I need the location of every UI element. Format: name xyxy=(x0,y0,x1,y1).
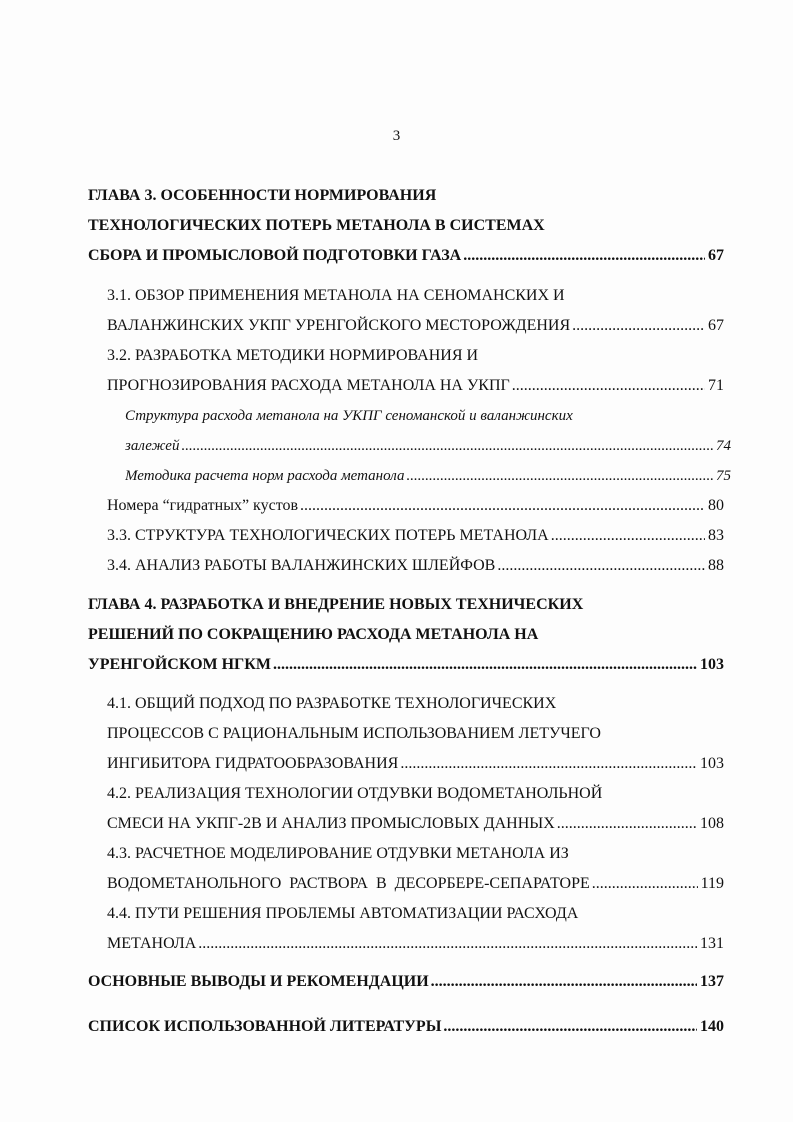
toc-chapter-4-entry[interactable]: УРЕНГОЙСКОМ НГКМ ..... 103 xyxy=(88,653,724,677)
dot-leader xyxy=(181,434,713,458)
dot-leader xyxy=(400,752,697,776)
dot-leader xyxy=(300,494,705,518)
toc-chapter-4-line-2: РЕШЕНИЙ ПО СОКРАЩЕНИЮ РАСХОДА МЕТАНОЛА НА xyxy=(88,626,539,643)
toc-subsection-structure-entry[interactable]: залежей ..... 74 xyxy=(125,434,731,458)
toc-page-number: 103 xyxy=(700,755,724,772)
toc-section-4-4-line-1: 4.4. ПУТИ РЕШЕНИЯ ПРОБЛЕМЫ АВТОМАТИЗАЦИИ РАСХОДА xyxy=(107,905,579,922)
toc-chapter-4-line-1: ГЛАВА 4. РАЗРАБОТКА И ВНЕДРЕНИЕ НОВЫХ ТЕХНИЧЕСКИХ xyxy=(88,596,584,613)
dot-leader xyxy=(198,932,697,956)
toc-section-4-4-entry[interactable]: МЕТАНОЛА ..... 131 xyxy=(107,932,724,956)
dot-leader xyxy=(512,374,705,398)
toc-page-number: 83 xyxy=(708,527,724,544)
toc-section-4-2-entry[interactable]: СМЕСИ НА УКПГ-2В И АНАЛИЗ ПРОМЫСЛОВЫХ ДАННЫХ ..... 108 xyxy=(107,812,724,836)
toc-page-number: 75 xyxy=(716,468,731,484)
dot-leader xyxy=(463,244,705,268)
toc-page-number: 67 xyxy=(708,247,724,264)
toc-chapter-3-line-1: ГЛАВА 3. ОСОБЕННОСТИ НОРМИРОВАНИЯ xyxy=(88,187,437,204)
page-number: 3 xyxy=(392,128,401,144)
toc-page-number: 67 xyxy=(708,317,724,334)
dot-leader xyxy=(572,314,705,338)
toc-section-3-1-line-1: 3.1. ОБЗОР ПРИМЕНЕНИЯ МЕТАНОЛА НА СЕНОМАНСКИХ И xyxy=(107,287,565,304)
toc-section-3-3-entry[interactable]: 3.3. СТРУКТУРА ТЕХНОЛОГИЧЕСКИХ ПОТЕРЬ МЕТАНОЛА ..... 83 xyxy=(107,524,724,548)
toc-subsection-methodology-entry[interactable]: Методика расчета норм расхода метанола ..... 75 xyxy=(125,464,731,488)
toc-section-4-3-entry[interactable]: ВОДОМЕТАНОЛЬНОГО РАСТВОРА В ДЕСОРБЕРЕ-СЕПАРАТОРЕ ..... 119 xyxy=(107,872,724,896)
toc-page-number: 131 xyxy=(700,935,724,952)
toc-page-number: 103 xyxy=(700,656,724,673)
toc-section-4-1-line-1: 4.1. ОБЩИЙ ПОДХОД ПО РАЗРАБОТКЕ ТЕХНОЛОГИЧЕСКИХ xyxy=(107,695,557,712)
dot-leader xyxy=(592,872,698,896)
toc-subsection-structure-line-1: Структура расхода метанола на УКПГ сеноманской и валанжинских xyxy=(125,408,573,424)
toc-references-entry[interactable]: СПИСОК ИСПОЛЬЗОВАННОЙ ЛИТЕРАТУРЫ ..... 140 xyxy=(88,1015,724,1039)
toc-page-number: 108 xyxy=(700,815,724,832)
toc-section-3-1-entry[interactable]: ВАЛАНЖИНСКИХ УКПГ УРЕНГОЙСКОГО МЕСТОРОЖДЕНИЯ ..... 67 xyxy=(107,314,724,338)
toc-section-4-2-line-1: 4.2. РЕАЛИЗАЦИЯ ТЕХНОЛОГИИ ОТДУВКИ ВОДОМЕТАНОЛЬНОЙ xyxy=(107,785,603,802)
toc-page-number: 137 xyxy=(700,973,724,990)
toc-section-3-4-entry[interactable]: 3.4. АНАЛИЗ РАБОТЫ ВАЛАНЖИНСКИХ ШЛЕЙФОВ ..... 88 xyxy=(107,554,724,578)
toc-page-number: 140 xyxy=(700,1018,724,1035)
toc-section-4-1-line-2: ПРОЦЕССОВ С РАЦИОНАЛЬНЫМ ИСПОЛЬЗОВАНИЕМ ЛЕТУЧЕГО xyxy=(107,725,601,742)
dot-leader xyxy=(557,812,697,836)
dot-leader xyxy=(273,653,697,677)
toc-chapter-3-entry[interactable]: СБОРА И ПРОМЫСЛОВОЙ ПОДГОТОВКИ ГАЗА ..... 67 xyxy=(88,244,724,268)
toc-page-number: 74 xyxy=(716,438,731,454)
toc-chapter-3-line-2: ТЕХНОЛОГИЧЕСКИХ ПОТЕРЬ МЕТАНОЛА В СИСТЕМАХ xyxy=(88,217,545,234)
dot-leader xyxy=(551,524,705,548)
toc-conclusions-entry[interactable]: ОСНОВНЫЕ ВЫВОДЫ И РЕКОМЕНДАЦИИ ..... 137 xyxy=(88,970,724,994)
dot-leader xyxy=(431,970,697,994)
dot-leader xyxy=(406,464,713,488)
toc-section-4-1-entry[interactable]: ИНГИБИТОРА ГИДРАТООБРАЗОВАНИЯ ..... 103 xyxy=(107,752,724,776)
toc-section-3-2-entry[interactable]: ПРОГНОЗИРОВАНИЯ РАСХОДА МЕТАНОЛА НА УКПГ ..... 71 xyxy=(107,374,724,398)
toc-page-number: 119 xyxy=(700,875,724,892)
toc-page-number: 71 xyxy=(708,377,724,394)
toc-page-number: 88 xyxy=(708,557,724,574)
toc-hydrate-clusters-entry[interactable]: Номера “гидратных” кустов ..... 80 xyxy=(107,494,724,518)
dot-leader xyxy=(497,554,705,578)
toc-section-4-3-line-1: 4.3. РАСЧЕТНОЕ МОДЕЛИРОВАНИЕ ОТДУВКИ МЕТАНОЛА ИЗ xyxy=(107,845,569,862)
toc-page-number: 80 xyxy=(708,497,724,514)
dot-leader xyxy=(443,1015,697,1039)
toc-section-3-2-line-1: 3.2. РАЗРАБОТКА МЕТОДИКИ НОРМИРОВАНИЯ И xyxy=(107,347,479,364)
